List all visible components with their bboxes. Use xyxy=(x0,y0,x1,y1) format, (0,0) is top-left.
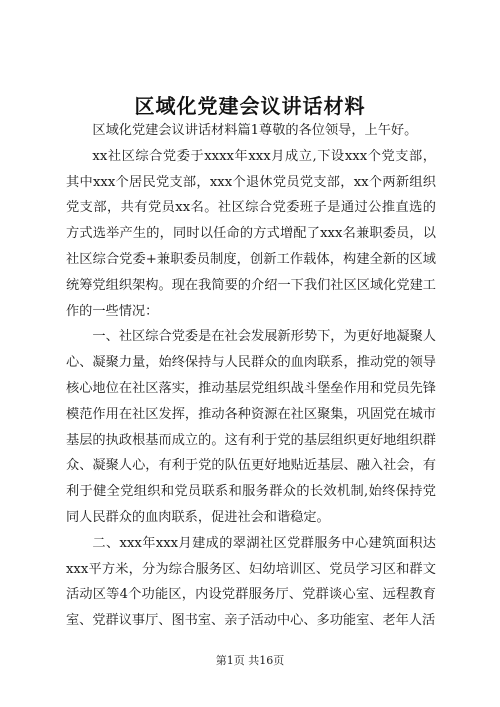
paragraph-introduction: xx社区综合党委于xxxx年xxx月成立,下设xxx个党支部，其中xxx个居民党支部，xxx个退休党员党支部，xx个两新组织党支部，共有党员xx名。社区综合党委班子是通过公推直选的方式选举产生的，同时以任命的方式增配了xxx名兼职委员，以社区综合党委+兼职委员制度，创新工作载体，构建全新的区域统筹党组织架构。现在我简要的介绍一下我们社区区域化党建工作的一些情况： xyxy=(66,148,436,319)
paragraph-section-one: 一、社区综合党委是在社会发展新形势下，为更好地凝聚人心、凝聚力量，始终保持与人民群众的血肉联系，推动党的领导核心地位在社区落实，推动基层党组织战斗堡垒作用和党员先锋模范作用在社区发挥，推动各种资源在社区聚集，巩固党在城市基层的执政根基而成立的。这有利于党的基层组织更好地组织群众、凝聚人心，有利于党的队伍更好地贴近基层、融入社会，有利于健全党组织和党员联系和服务群众的长效机制,始终保持党同人民群众的血肉联系，促进社会和谐稳定。 xyxy=(66,329,436,525)
paragraph-greeting: 区域化党建会议讲话材料篇1尊敬的各位领导，上午好。 xyxy=(92,123,418,138)
document-title: 区域化党建会议讲话材料 xyxy=(134,94,366,118)
paragraph-section-two: 二、xxx年xxx月建成的翠湖社区党群服务中心建筑面积达xxx平方米，分为综合服务区、妇幼培训区、党员学习区和群文活动区等4个功能区，内设党群服务厅、党群谈心室、远程教育室、党群议事厅、图书室、亲子活动中心、多功能室、老年人活 xyxy=(66,535,436,629)
document-body xyxy=(66,118,436,634)
page-number-footer: 第1页 共16页 xyxy=(215,654,285,667)
